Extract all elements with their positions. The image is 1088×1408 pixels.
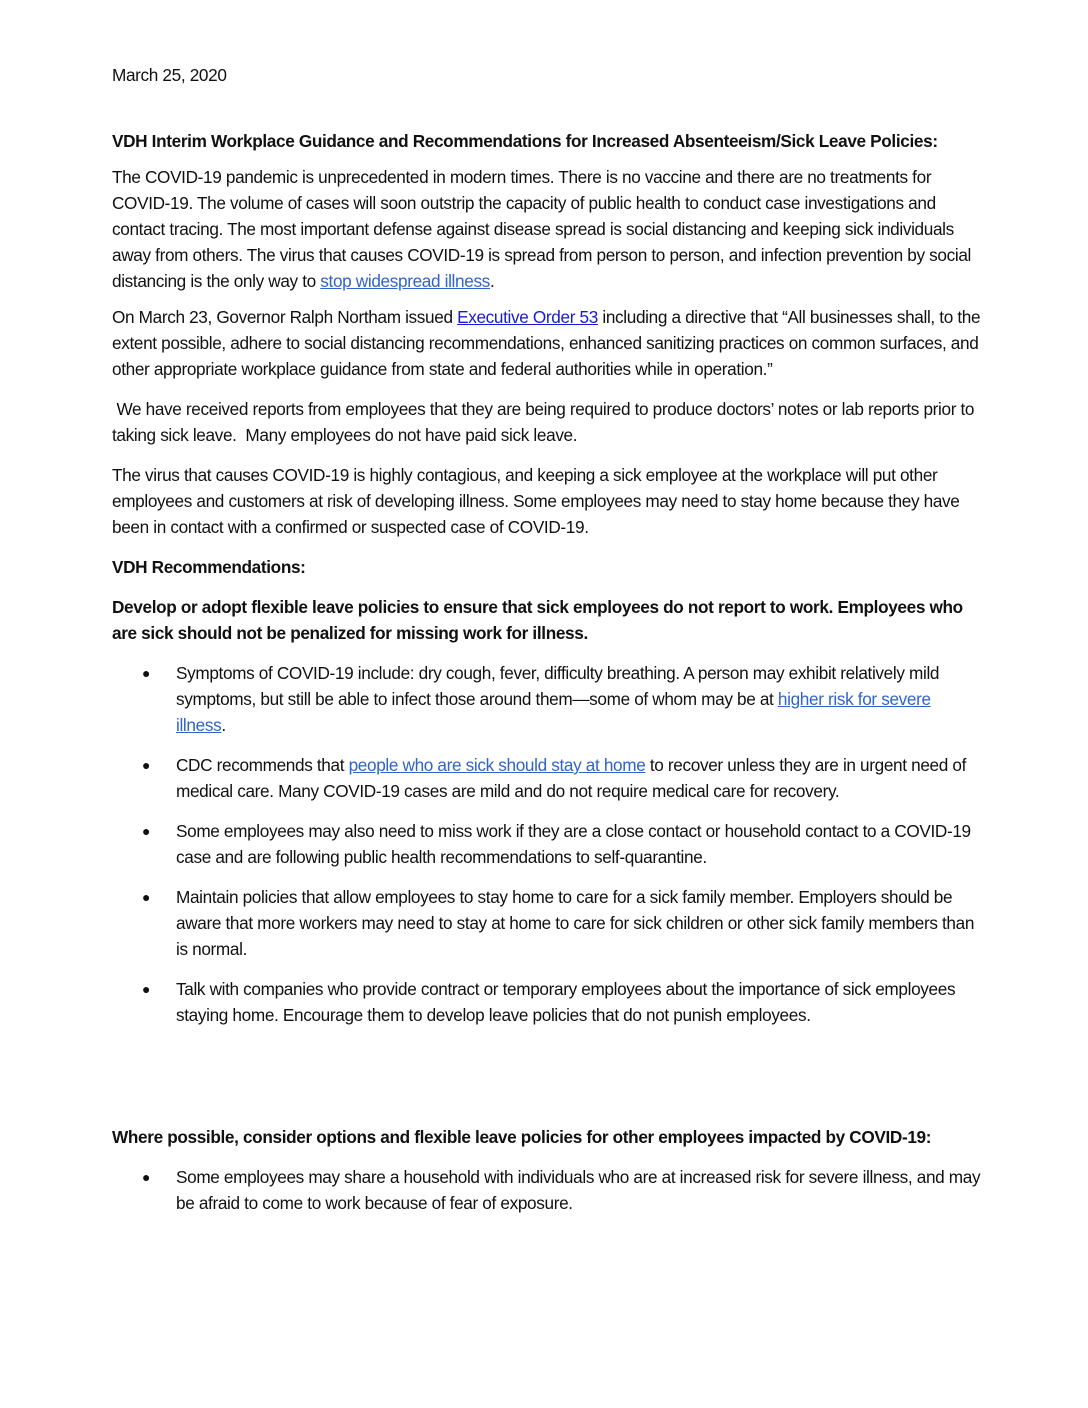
list-item-text: Some employees may share a household with individuals who are at increased risk for severe illness, and may be afraid to come to work because of fear of exposure. (176, 1167, 981, 1213)
bullet-icon: ● (142, 757, 151, 773)
bullet-icon: ● (142, 823, 151, 839)
list-item-after: to recover unless they are in urgent need of medical care. Many COVID-19 cases are mild and do not require medical care for recovery. (176, 755, 967, 801)
intro-text: The COVID-19 pandemic is unprecedented in modern times. There is no vaccine and there are no treatments for COVID-19. The volume of cases will soon outstrip the capacity of public health to conduct case investigations and contact tracing. The most important defense against disease spread is social distancing and keeping sick individuals away from others. The virus that causes COVID-19 is spread from person to person, and infection prevention by social distancing is the only way to (112, 167, 972, 291)
bullet-icon: ● (142, 889, 151, 905)
stop-widespread-illness-link[interactable]: stop widespread illness (320, 271, 490, 291)
list-item-text: CDC recommends that (176, 755, 349, 775)
list-item-text: Symptoms of COVID-19 include: dry cough, fever, difficulty breathing. A person may exhibit relatively mild symptoms, but still be able to infect those around them—some of whom may be at (176, 663, 940, 709)
document-page (112, 62, 982, 1230)
list-item (112, 1164, 982, 1216)
document-title: VDH Interim Workplace Guidance and Recommendations for Increased Absenteeism/Sick Leave Policies: (112, 131, 938, 151)
list-item (112, 818, 982, 870)
list-item-text: Some employees may also need to miss work if they are a close contact or household contact to a COVID-19 case and are following public health recommendations to self-quarantine. (176, 821, 971, 867)
list-item (112, 660, 982, 738)
list-item-text: Maintain policies that allow employees to stay home to care for a sick family member. Employers should be aware that more workers may need to stay at home to care for sick children or other sick family members than is normal. (176, 887, 975, 959)
recommendations-subheading: Develop or adopt flexible leave policies to ensure that sick employees do not report to work. Employees who are sick should not be penalized for missing work for illness. (112, 597, 963, 643)
list-item (112, 976, 982, 1028)
spacer (112, 1042, 982, 1124)
other-employees-list (112, 1164, 982, 1216)
bullet-icon: ● (142, 1169, 151, 1185)
stay-at-home-link[interactable]: people who are sick should stay at home (348, 755, 646, 775)
eo-before: On March 23, Governor Ralph Northam issued (112, 307, 458, 327)
bullet-icon: ● (142, 981, 151, 997)
eo-after: including a directive that “All businesses shall, to the extent possible, adhere to social distancing recommendations, enhanced sanitizing practices on common surfaces, and other appropriate workplace guidance from state and federal authorities while in operation.” (112, 307, 981, 379)
document-date: March 25, 2020 (112, 65, 227, 85)
reports-paragraph: We have received reports from employees that they are being required to produce doctors’ notes or lab reports prior to taking sick leave. Many employees do not have paid sick leave. (112, 399, 979, 445)
list-item (112, 884, 982, 962)
list-item-text: Talk with companies who provide contract or temporary employees about the importance of sick employees staying home. Encourage them to develop leave policies that do not punish employees. (176, 979, 956, 1025)
list-item-after: . (221, 715, 226, 735)
intro-paragraph (112, 164, 982, 294)
recommendations-heading: VDH Recommendations: (112, 557, 306, 577)
bullet-icon: ● (142, 665, 151, 681)
contagious-paragraph: The virus that causes COVID-19 is highly contagious, and keeping a sick employee at the workplace will put other employees and customers at risk of developing illness. Some employees may need to stay home because they have been in contact with a confirmed or suspected case of COVID-19. (112, 465, 960, 537)
executive-order-53-link[interactable]: Executive Order 53 (457, 307, 598, 327)
executive-order-paragraph (112, 304, 982, 382)
intro-after: . (489, 271, 495, 291)
other-employees-heading: Where possible, consider options and flexible leave policies for other employees impacted by COVID-19: (112, 1127, 932, 1147)
list-item (112, 752, 982, 804)
recommendations-list (112, 660, 982, 1028)
higher-risk-link[interactable]: higher risk for severe illness (176, 689, 931, 735)
